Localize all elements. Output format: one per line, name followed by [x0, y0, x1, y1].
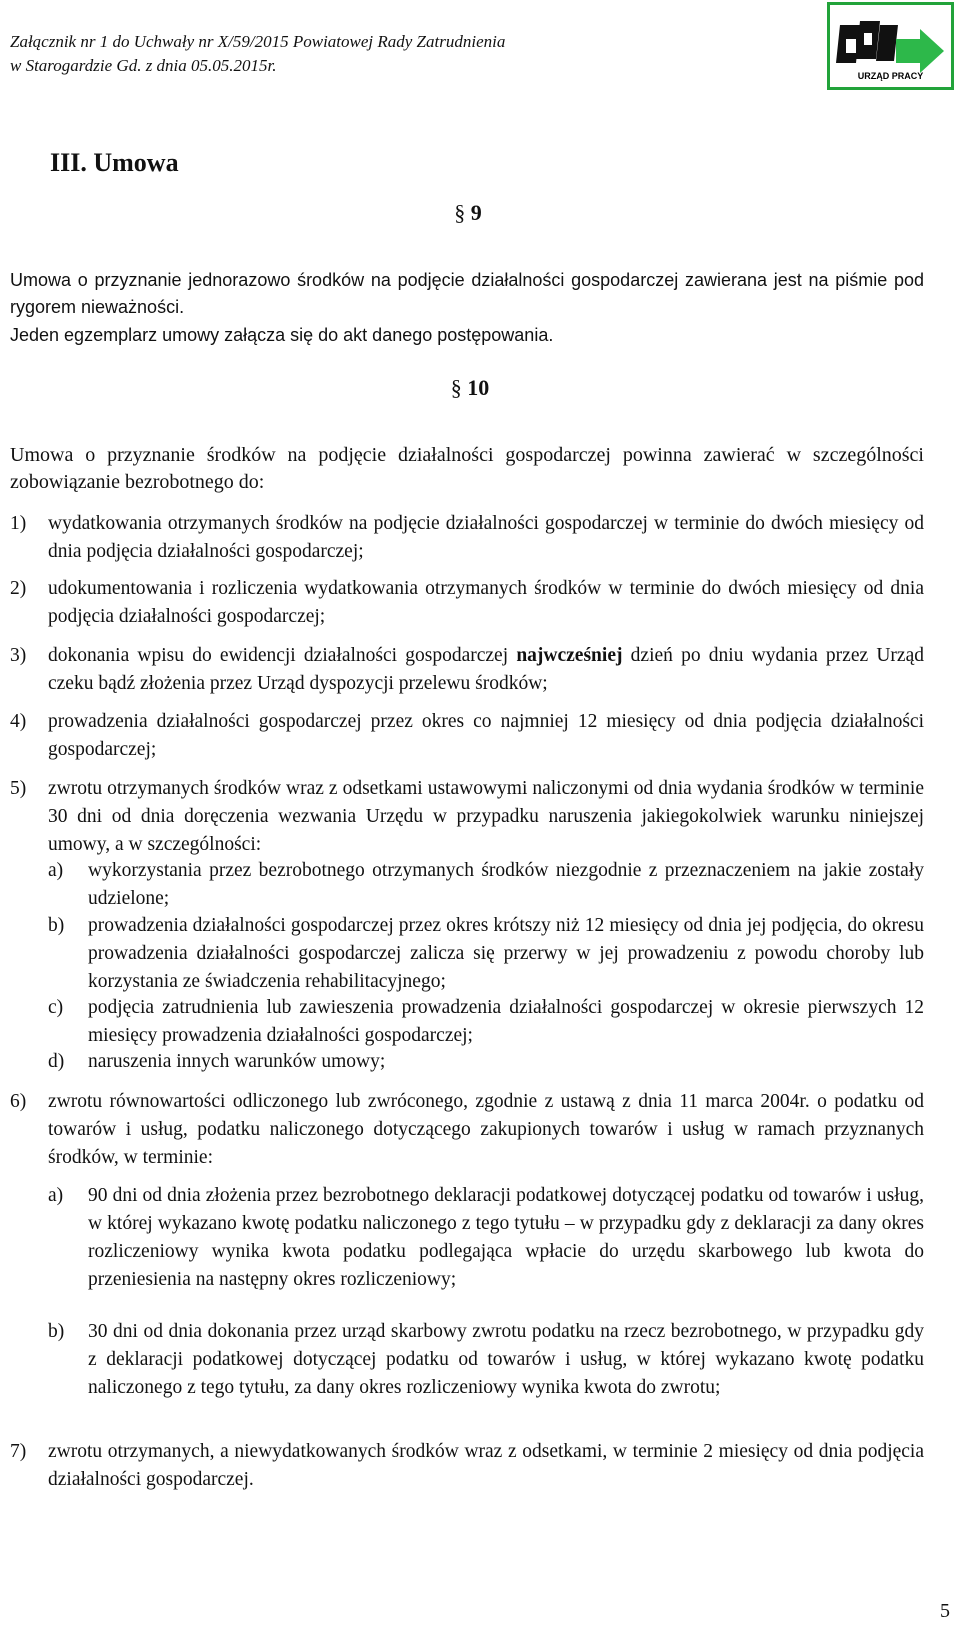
- subitem-text: 90 dni od dnia złożenia przez bezrobotnego deklaracji podatkowej dotyczącej podatku od towarów i usług, w której wykazano kwotę podatku naliczonego z tego tytułu – w przypadku gdy z deklaracji za dany okres rozliczeniowy wynika kwota podatku podlegająca wpłacie do urzędu skarbowego lub kwota do przeniesienia na następny okres rozliczeniowy;: [88, 1185, 924, 1290]
- section-number: 9: [470, 200, 482, 225]
- list-item: [10, 708, 924, 764]
- item-text-part: dzień po dniu wydania przez Urząd czeku bądź złożenia przez Urząd dyspozycji przelewu środków;: [48, 645, 924, 694]
- list-subitem: [48, 1182, 924, 1294]
- subitem-letter: d): [48, 1051, 65, 1072]
- list-subitem: [48, 1048, 924, 1076]
- item-number: 3): [10, 645, 27, 666]
- subitem-letter: b): [48, 1321, 65, 1342]
- section-sign: §: [450, 375, 462, 400]
- item-number: 6): [10, 1091, 27, 1112]
- section-10-intro: Umowa o przyznanie środków na podjęcie działalności gospodarczej powinna zawierać w szczególności zobowiązanie bezrobotnego do:: [10, 444, 924, 493]
- emphasis-text: najwcześniej: [516, 645, 623, 666]
- subitem-letter: c): [48, 997, 64, 1018]
- item-text: zwrotu otrzymanych środków wraz z odsetkami ustawowymi naliczonymi od dnia wydania środków w terminie 30 dni od dnia doręczenia wezwania Urzędu w przypadku naruszenia jakiegokolwiek warunku niniejszej umowy, a w szczególności:: [48, 778, 924, 855]
- list-subitem: [48, 857, 924, 913]
- item-text-part: dokonania wpisu do ewidencji działalności gospodarczej: [48, 645, 517, 666]
- page-number: 5: [940, 1600, 950, 1622]
- item-text: [48, 642, 924, 698]
- item-text: prowadzenia działalności gospodarczej przez okres co najmniej 12 miesięcy od dnia podjęcia działalności gospodarczej;: [48, 711, 924, 760]
- item-number: 4): [10, 711, 27, 732]
- subitem-text: 30 dni od dnia dokonania przez urząd skarbowy zwrotu podatku na rzecz bezrobotnego, w przypadku gdy z deklaracji podatkowej dotyczącej podatku od towarów i usług, w której wykazano kwotę podatku naliczonego z tego tytułu, za dany okres rozliczeniowy wynika kwota do zwrotu;: [88, 1321, 924, 1398]
- section-9-paragraph-2: Jeden egzemplarz umowy załącza się do akt danego postępowania.: [10, 325, 554, 345]
- item-text: udokumentowania i rozliczenia wydatkowania otrzymanych środków w terminie do dwóch miesięcy od dnia podjęcia działalności gospodarczej;: [48, 578, 924, 627]
- subitem-text: prowadzenia działalności gospodarczej przez okres krótszy niż 12 miesięcy od dnia jej podjęcia, do okresu prowadzenia działalności gospodarczej zalicza się przerwy w jej prowadzeniu z powodu choroby lub korzystania ze świadczenia rehabilitacyjnego;: [88, 915, 924, 992]
- item-text: wydatkowania otrzymanych środków na podjęcie działalności gospodarczej w terminie do dwóch miesięcy od dnia podjęcia działalności gospodarczej;: [48, 513, 924, 562]
- header-line-2: w Starogardzie Gd. z dnia 05.05.2015r.: [10, 56, 277, 75]
- urzad-pracy-logo: [827, 2, 954, 90]
- list-subitem: [48, 912, 924, 996]
- chapter-title: III. Umowa: [50, 148, 179, 177]
- list-item: [10, 1088, 924, 1172]
- list-item: [10, 575, 924, 631]
- list-item: [10, 775, 924, 859]
- list-item: [10, 642, 924, 698]
- list-item: [10, 1438, 924, 1494]
- item-text: zwrotu równowartości odliczonego lub zwróconego, zgodnie z ustawą z dnia 11 marca 2004r. o podatku od towarów i usług, podatku naliczonego dotyczącego zakupionych towarów i usług w ramach przyznanych środków, w terminie:: [48, 1091, 924, 1168]
- subitem-text: wykorzystania przez bezrobotnego otrzymanych środków niezgodnie z przeznaczeniem na jakie zostały udzielone;: [88, 860, 924, 909]
- section-sign: §: [454, 200, 466, 225]
- list-subitem: [48, 994, 924, 1050]
- item-number: 2): [10, 578, 27, 599]
- subitem-letter: a): [48, 860, 64, 881]
- header-line-1: Załącznik nr 1 do Uchwały nr X/59/2015 Powiatowej Rady Zatrudnienia: [10, 32, 506, 51]
- list-subitem: [48, 1318, 924, 1402]
- subitem-text: naruszenia innych warunków umowy;: [88, 1051, 386, 1072]
- section-heading-9: [448, 200, 488, 226]
- list-item: [10, 510, 924, 566]
- subitem-text: podjęcia zatrudnienia lub zawieszenia prowadzenia działalności gospodarczej w okresie pierwszych 12 miesięcy prowadzenia działalności gospodarczej;: [88, 997, 924, 1046]
- item-number: 1): [10, 513, 27, 534]
- subitem-letter: b): [48, 915, 65, 936]
- subitem-letter: a): [48, 1185, 64, 1206]
- section-number: 10: [467, 375, 490, 400]
- logo-caption: URZĄD PRACY: [857, 71, 924, 81]
- item-text: zwrotu otrzymanych, a niewydatkowanych środków wraz z odsetkami, w terminie 2 miesięcy od dnia podjęcia działalności gospodarczej.: [48, 1441, 924, 1490]
- section-heading-10: [440, 375, 500, 401]
- item-number: 5): [10, 778, 27, 799]
- section-9-paragraph-1: Umowa o przyznanie jednorazowo środków na podjęcie działalności gospodarczej zawierana jest na piśmie pod rygorem nieważności.: [10, 270, 924, 317]
- item-number: 7): [10, 1441, 27, 1462]
